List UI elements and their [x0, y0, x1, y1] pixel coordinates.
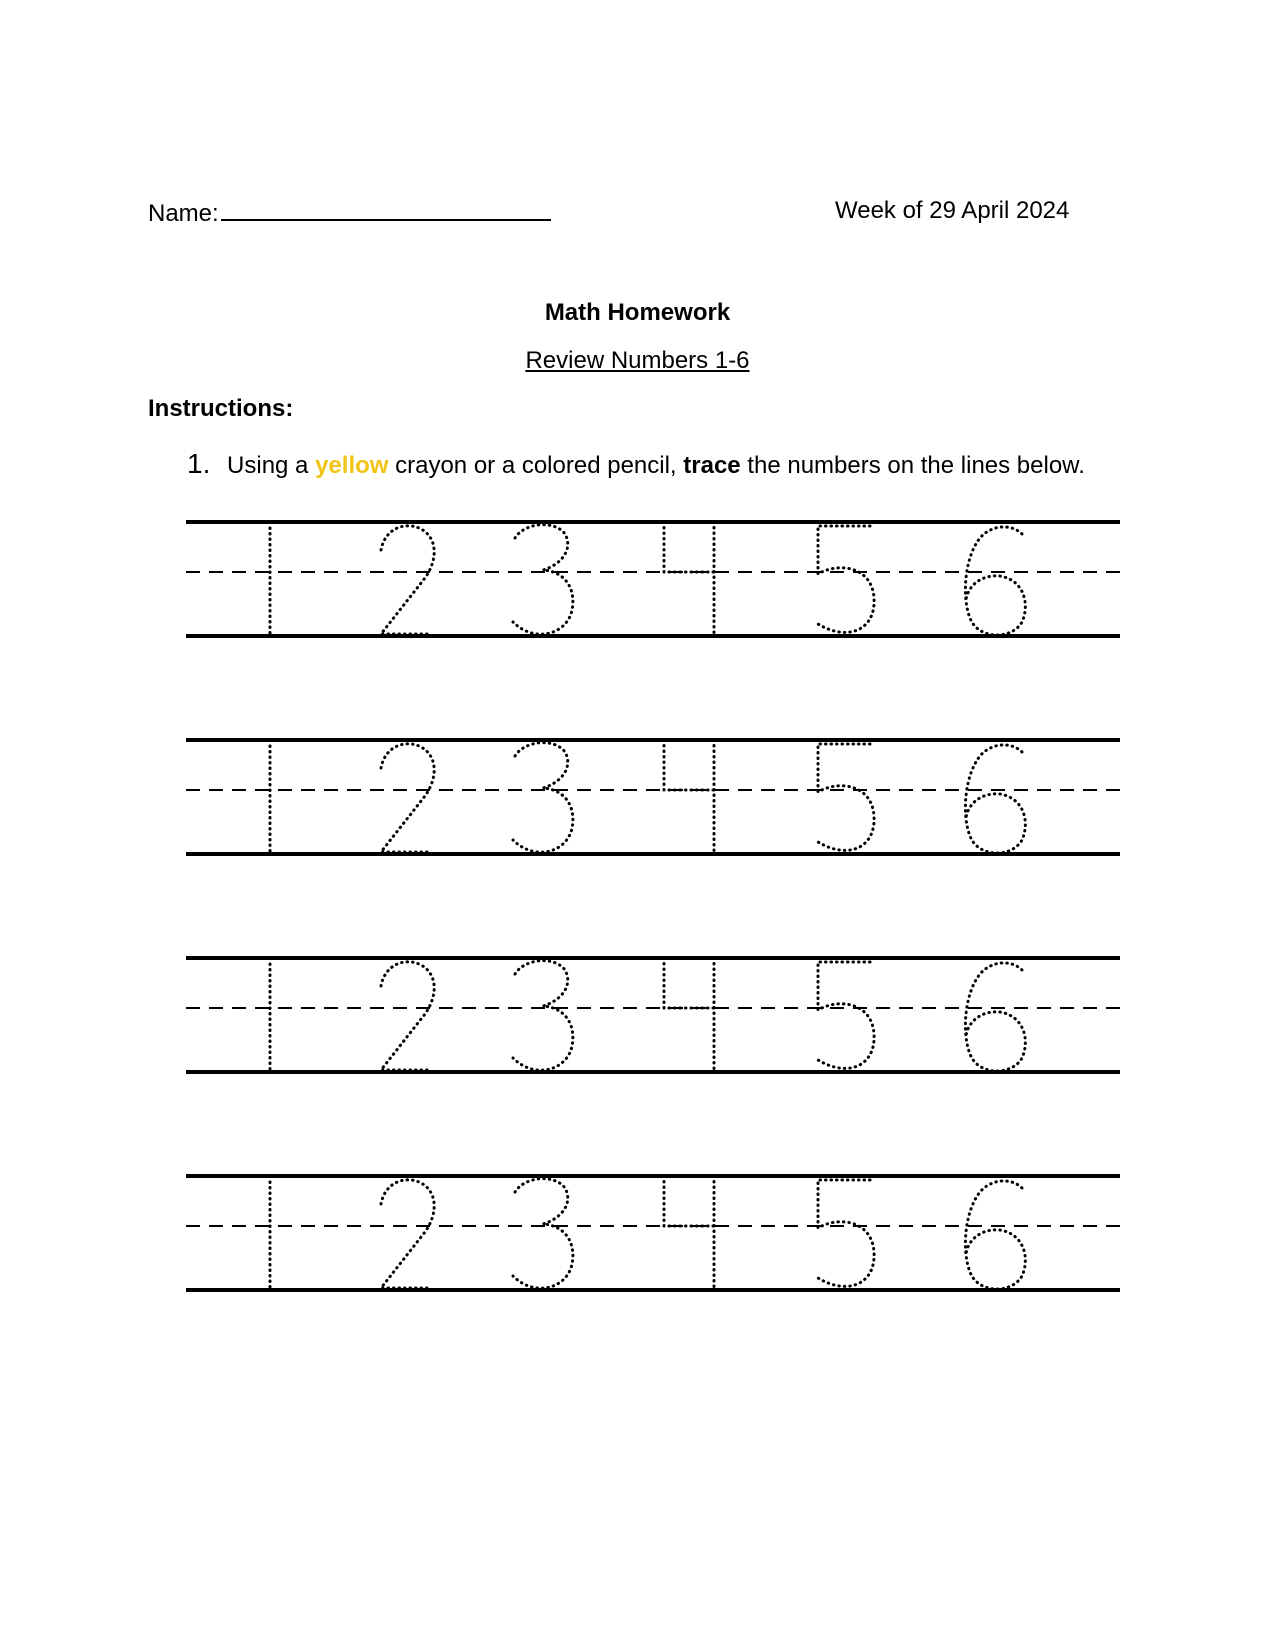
step-highlight-yellow: yellow: [315, 452, 389, 479]
tracing-row-svg: [186, 736, 1120, 858]
dotted-numeral-6: [965, 1181, 1025, 1289]
page-subtitle: Review Numbers 1-6: [525, 347, 750, 374]
dotted-numeral-5: [818, 744, 874, 850]
step-text-part-3: the numbers on the lines below.: [747, 452, 1085, 479]
step-text-part-1: Using a: [227, 452, 309, 479]
dotted-numeral-2: [381, 526, 434, 634]
page-title: Math Homework: [544, 299, 731, 326]
dotted-numeral-2: [381, 962, 434, 1070]
name-blank-line: [221, 197, 551, 221]
tracing-row-svg: [186, 518, 1120, 640]
name-field: [148, 197, 551, 228]
dotted-numeral-5: [818, 1180, 874, 1286]
dotted-numeral-4: [664, 522, 714, 636]
dotted-numeral-5: [818, 962, 874, 1068]
tracing-row-svg: [186, 1172, 1120, 1294]
dotted-numeral-6: [965, 527, 1025, 635]
tracing-row[interactable]: [186, 518, 1120, 640]
dotted-numeral-3: [513, 1179, 573, 1289]
dotted-numeral-4: [664, 1176, 714, 1290]
week-date: Week of 29 April 2024: [835, 197, 1070, 224]
step-bold-trace: trace: [683, 452, 741, 479]
instruction-step-1: [187, 448, 1085, 480]
instructions-heading: Instructions:: [148, 395, 294, 422]
dotted-numeral-3: [513, 961, 573, 1071]
tracing-row[interactable]: [186, 1172, 1120, 1294]
step-text-part-2: crayon or a colored pencil,: [395, 452, 677, 479]
dotted-numeral-2: [381, 1180, 434, 1288]
tracing-row-svg: [186, 954, 1120, 1076]
dotted-numeral-5: [818, 526, 874, 632]
tracing-row[interactable]: [186, 954, 1120, 1076]
dotted-numeral-3: [513, 525, 573, 635]
name-label: Name:: [148, 200, 219, 227]
dotted-numeral-4: [664, 958, 714, 1072]
dotted-numeral-6: [965, 963, 1025, 1071]
tracing-row[interactable]: [186, 736, 1120, 858]
dotted-numeral-3: [513, 743, 573, 853]
dotted-numeral-4: [664, 740, 714, 854]
dotted-numeral-2: [381, 744, 434, 852]
step-number: 1.: [187, 448, 211, 479]
dotted-numeral-6: [965, 745, 1025, 853]
